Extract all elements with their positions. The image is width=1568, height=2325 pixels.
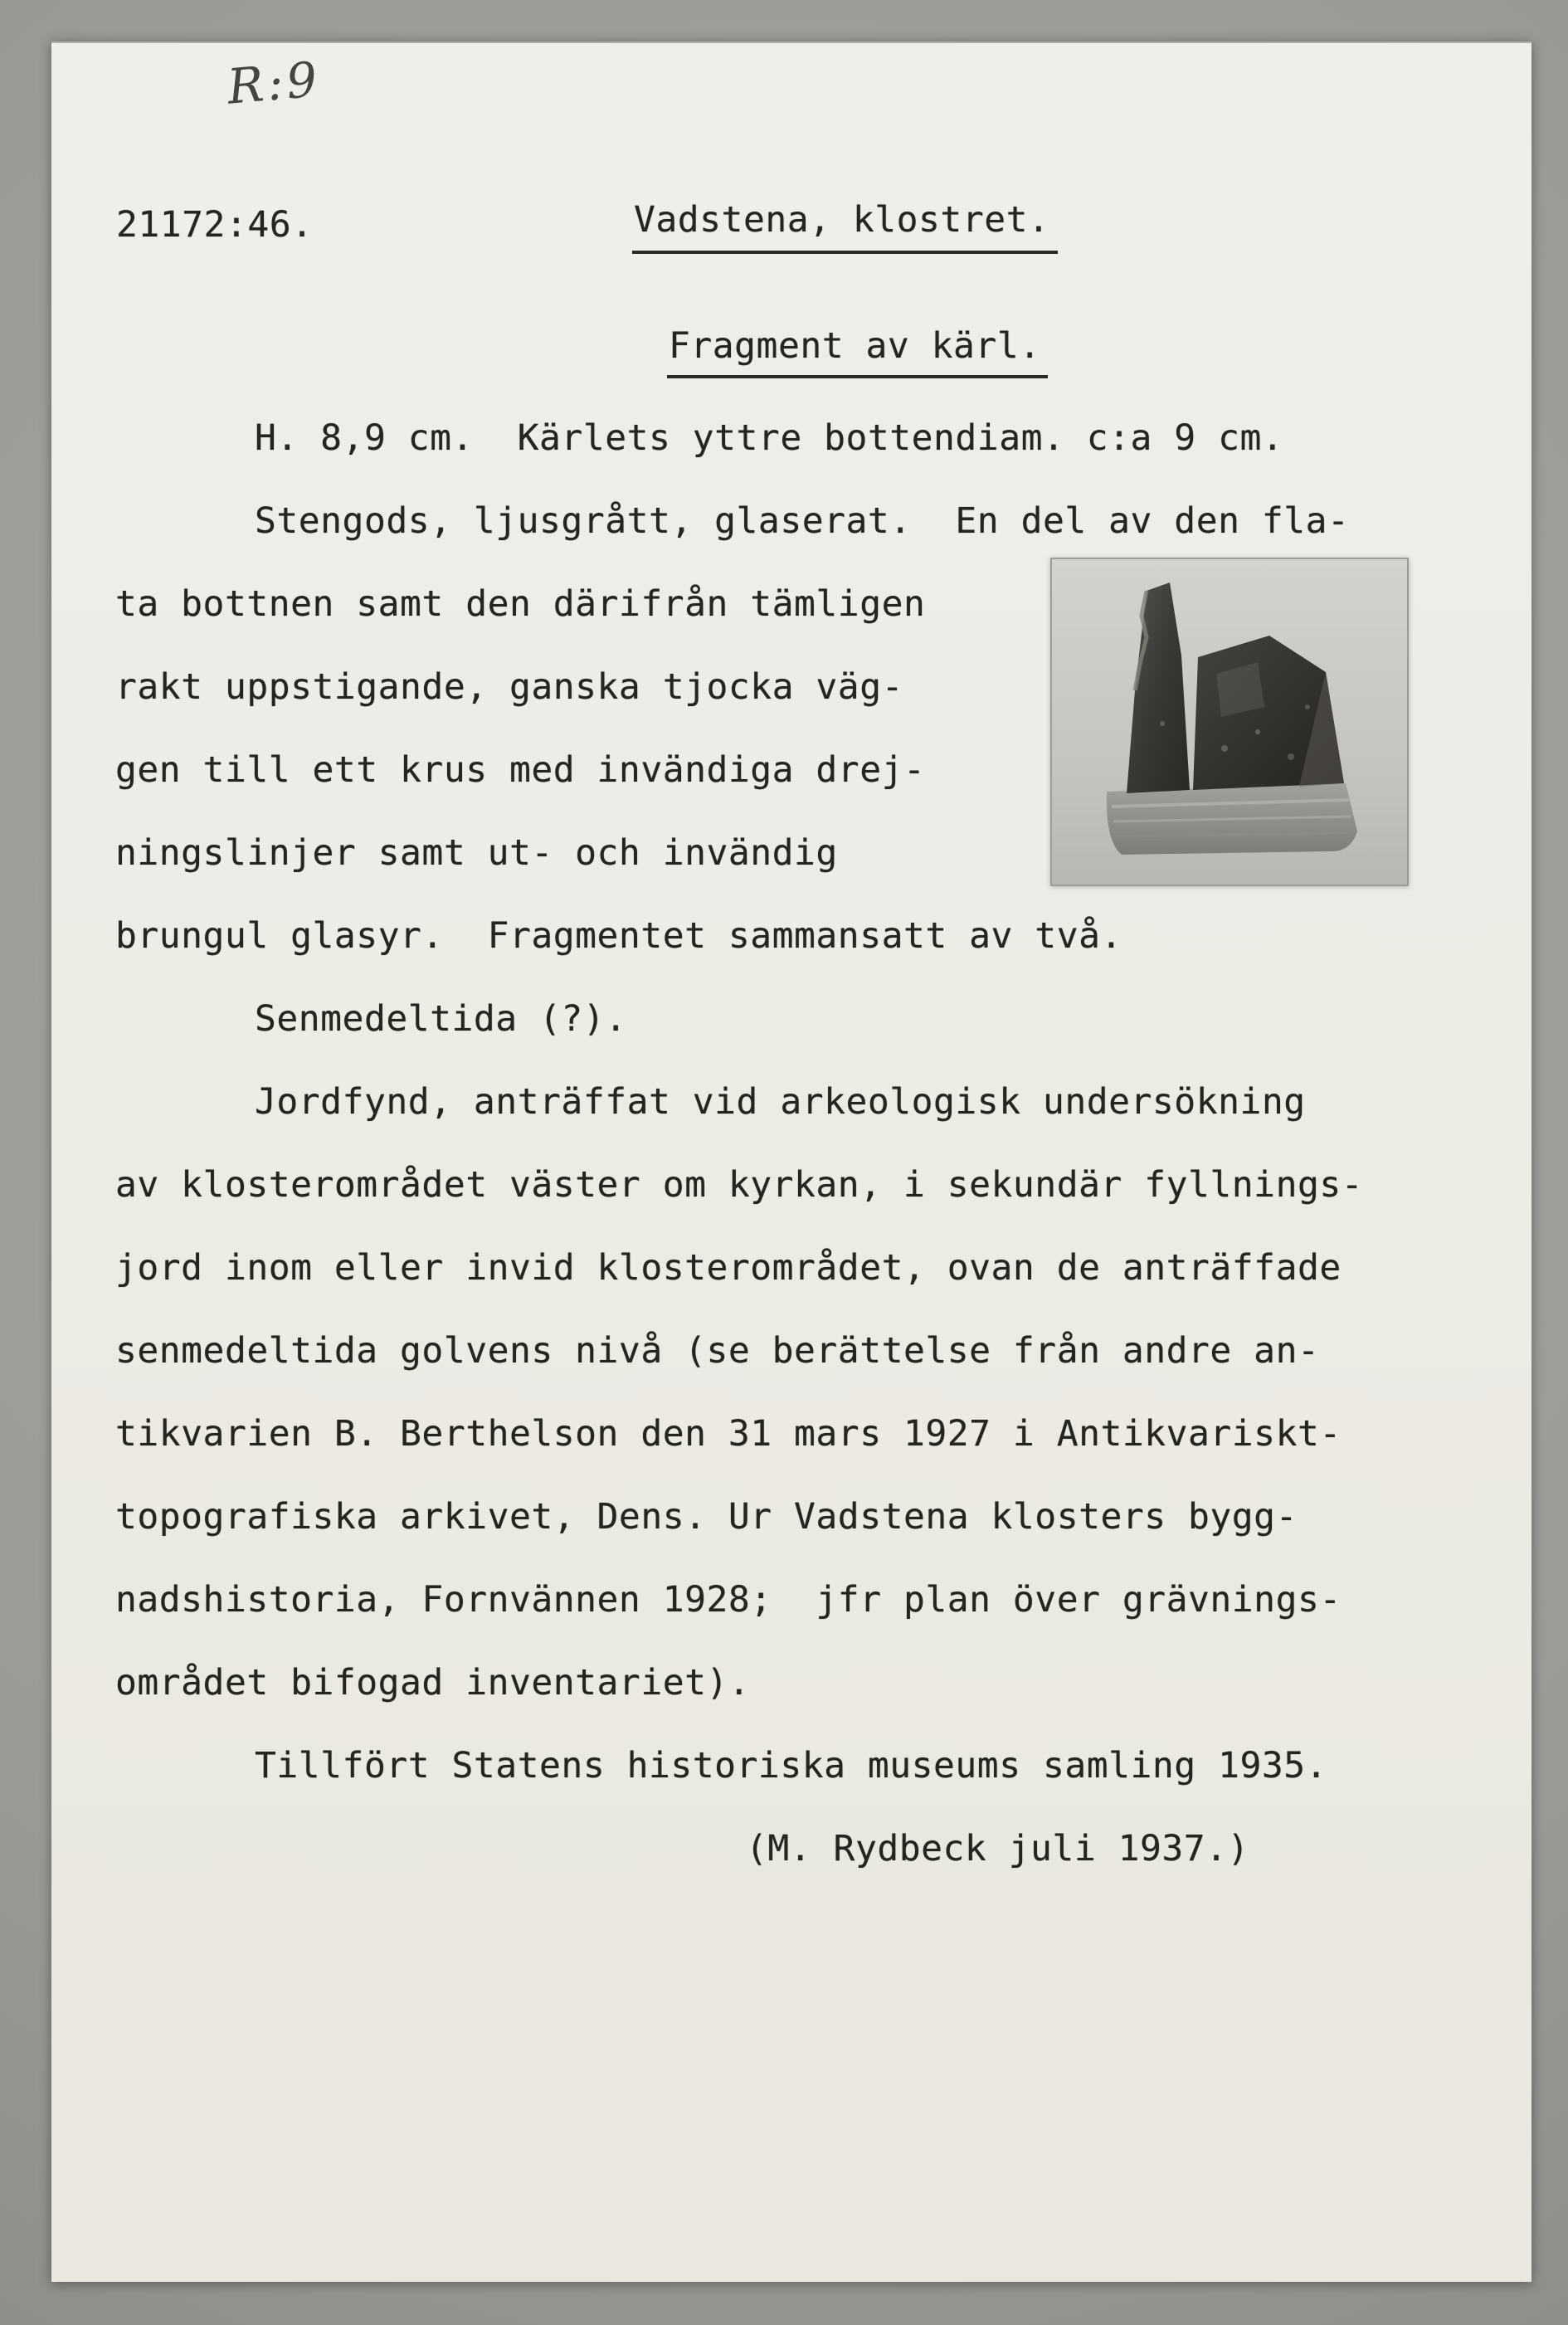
text-line: rakt uppstigande, ganska tjocka väg-	[115, 666, 903, 708]
text-line: gen till ett krus med invändiga drej-	[115, 749, 926, 791]
text-line: jord inom eller invid klosterområdet, ovan de anträffade	[115, 1247, 1342, 1289]
text-line: ta bottnen samt den därifrån tämligen	[115, 583, 926, 625]
text-line: av klosterområdet väster om kyrkan, i sekundär fyllnings-	[115, 1164, 1364, 1206]
text-line: området bifogad inventariet).	[115, 1662, 751, 1704]
page-title: Vadstena, klostret.	[632, 199, 1058, 254]
text-line: topografiska arkivet, Dens. Ur Vadstena klosters bygg-	[115, 1496, 1298, 1538]
text-line: Senmedeltida (?).	[255, 998, 627, 1040]
text-line: Stengods, ljusgrått, glaserat. En del av den fla-	[255, 500, 1350, 542]
document-card	[51, 41, 1531, 2282]
text-line: tikvarien B. Berthelson den 31 mars 1927 i Antikvariskt-	[115, 1413, 1342, 1455]
text-line: Jordfynd, anträffat vid arkeologisk undersökning	[255, 1081, 1306, 1123]
text-line: H. 8,9 cm. Kärlets yttre bottendiam. c:a 9 cm.	[255, 417, 1284, 459]
text-line: (M. Rydbeck juli 1937.)	[746, 1828, 1249, 1869]
text-line: nadshistoria, Fornvännen 1928; jfr plan över grävnings-	[115, 1579, 1342, 1621]
handwritten-note: R:9	[225, 51, 323, 115]
pottery-fragment-photo	[1050, 558, 1409, 886]
text-line: Tillfört Statens historiska museums samling 1935.	[255, 1745, 1328, 1786]
catalog-number: 21172:46.	[116, 204, 314, 246]
text-line: brungul glasyr. Fragmentet sammansatt av två.	[115, 915, 1122, 957]
text-line: senmedeltida golvens nivå (se berättelse från andre an-	[115, 1330, 1320, 1372]
section-title: Fragment av kärl.	[667, 325, 1048, 378]
pottery-fragment-illustration	[1050, 558, 1409, 886]
text-line: ningslinjer samt ut- och invändig	[115, 832, 838, 874]
